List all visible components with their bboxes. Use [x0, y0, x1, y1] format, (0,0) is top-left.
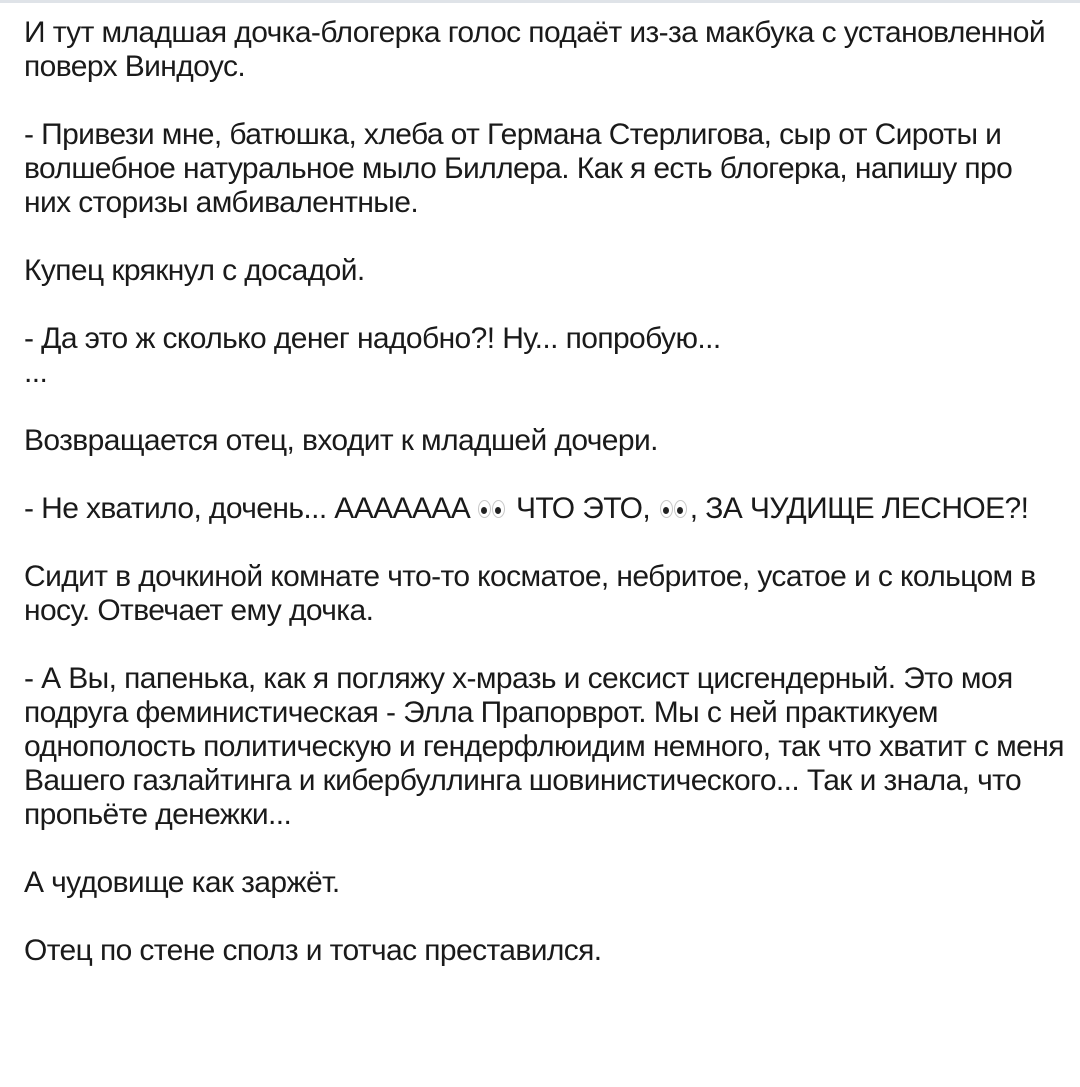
paragraph-10: Отец по стене сполз и тотчас преставился. — [24, 934, 602, 967]
paragraph-7: Сидит в дочкиной комнате что-то косматое, небритое, усатое и с кольцом в носу. Отвечает ему дочка. — [24, 560, 1044, 627]
paragraph-4: - Да это ж сколько денег надобно?! Ну... попробую... — [24, 322, 721, 355]
eyes-emoji-icon — [658, 498, 690, 520]
top-divider — [0, 0, 1080, 3]
paragraph-6-part-3: , ЗА ЧУДИЩЕ ЛЕСНОЕ?! — [689, 492, 1029, 525]
paragraph-9: А чудовище как заржёт. — [24, 866, 340, 899]
paragraph-3: Купец крякнул с досадой. — [24, 254, 365, 287]
paragraph-5: Возвращается отец, входит к младшей дочери. — [24, 424, 658, 457]
paragraph-6-part-1: - Не хватило, дочень... АААААAA — [24, 492, 477, 525]
post-text — [24, 16, 1072, 1002]
eyes-emoji-icon — [476, 498, 508, 520]
paragraph-4-ellipsis: ... — [24, 356, 48, 389]
paragraph-1: И тут младшая дочка-блогерка голос подаёт из-за макбука с установленной поверх Виндоус. — [24, 16, 1053, 83]
paragraph-6 — [24, 492, 1064, 526]
paragraph-8: - А Вы, папенька, как я погляжу х-мразь и сексист цисгендерный. Это моя подруга феминистическая - Элла Прапорврот. Мы с ней практикуем однополость политическую и гендерфлюидим немного, так что хватит с меня Вашего газлайтинга и кибербуллинга шовинистического... Так и знала, что пропьёте денежки... — [24, 662, 1072, 831]
paragraph-2: - Привези мне, батюшка, хлеба от Германа Стерлигова, сыр от Сироты и волшебное натуральное мыло Биллера. Как я есть блогерка, напишу про них сторизы амбивалентные. — [24, 118, 1020, 219]
paragraph-6-part-2: ЧТО ЭТО, — [508, 492, 658, 525]
